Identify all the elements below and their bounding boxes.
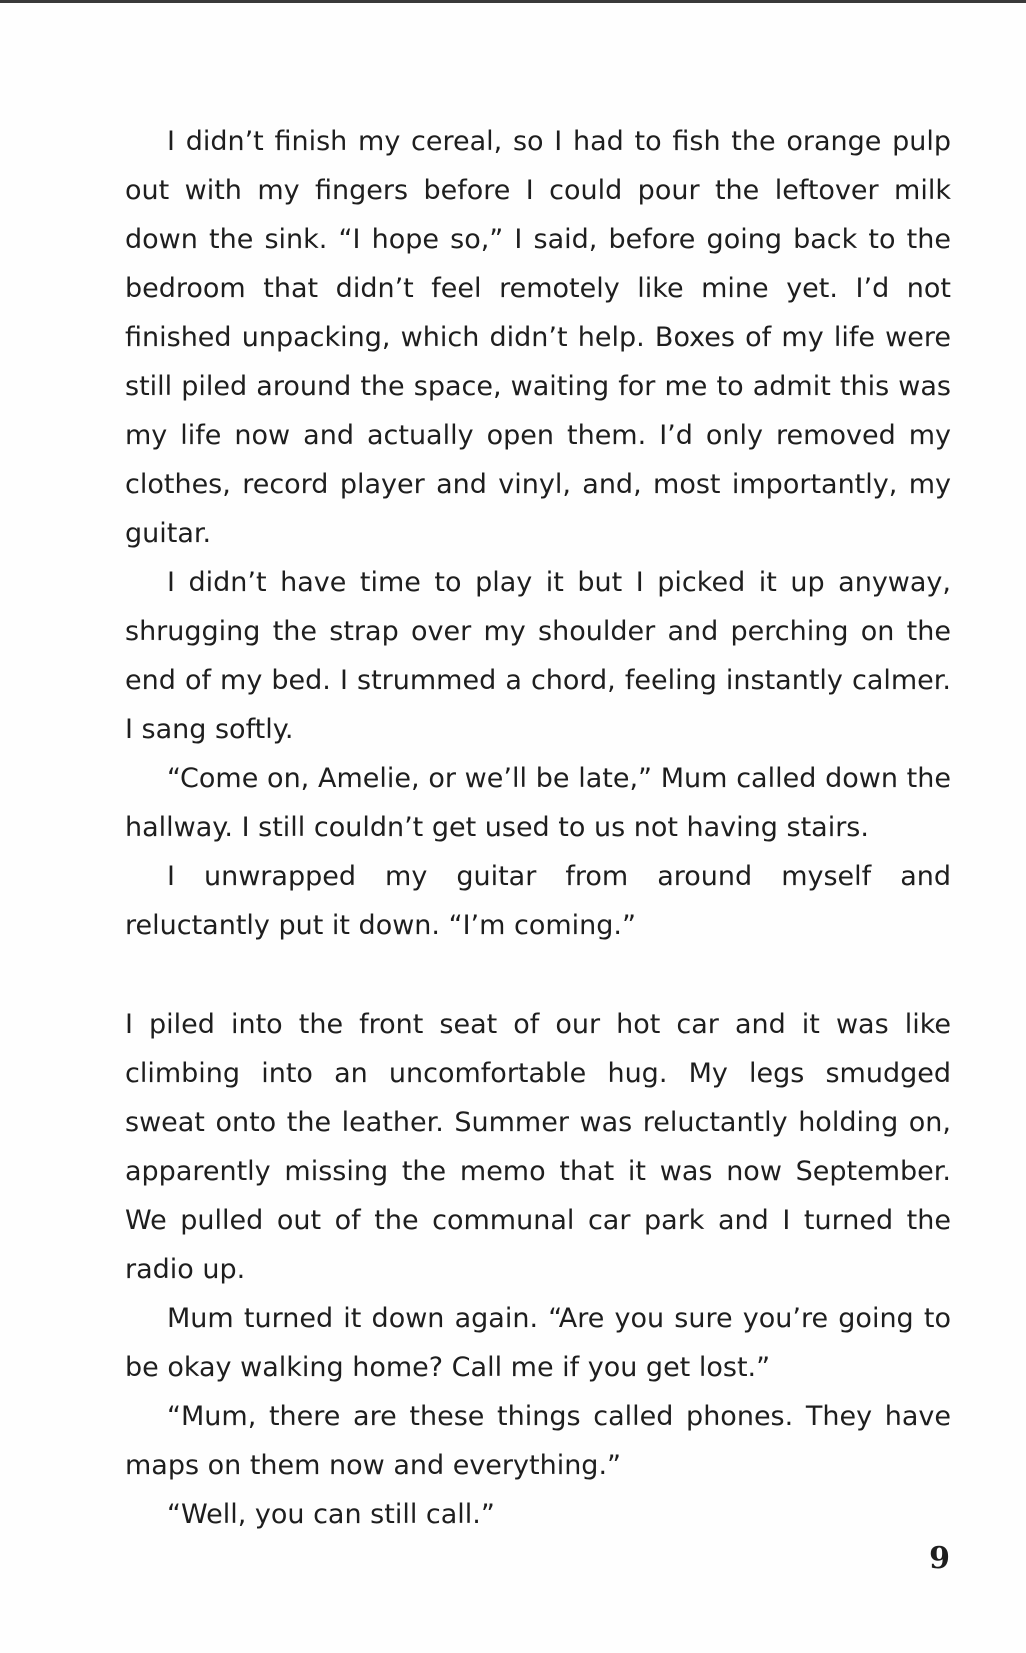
paragraph: I didn’t finish my cereal, so I had to fish the orange pulp out with my fingers before I could pour the leftover milk down the sink. “I hope so,” I said, before going back to the bedroom that didn’t feel remotely like mine yet. I’d not finished unpacking, which didn’t help. Boxes of my life were still piled around the space, waiting for me to admit this was my life now and actually open them. I’d only removed my clothes, record player and vinyl, and, most importantly, my guitar. [125,126,951,549]
page-top-edge [0,0,1026,3]
paragraph: I unwrapped my guitar from around myself and reluctantly put it down. “I’m coming.” [125,861,951,941]
section-one [125,117,951,950]
paragraph: I didn’t have time to play it but I picked it up anyway, shrugging the strap over my shoulder and perching on the end of my bed. I strummed a chord, feeling instantly calmer. I sang softly. [125,567,951,745]
page-number: 9 [929,1541,950,1576]
paragraph: Mum turned it down again. “Are you sure you’re going to be okay walking home? Call me if you get lost.” [125,1303,951,1383]
paragraph: “Come on, Amelie, or we’ll be late,” Mum called down the hallway. I still couldn’t get used to us not having stairs. [125,763,951,843]
paragraph: “Well, you can still call.” [167,1499,495,1530]
section-two [125,1000,951,1539]
paragraph: “Mum, there are these things called phones. They have maps on them now and everything.” [125,1401,951,1481]
paragraph: I piled into the front seat of our hot car and it was like climbing into an uncomfortable hug. My legs smudged sweat onto the leather. Summer was reluctantly holding on, apparently missing the memo that it was now September. We pulled out of the communal car park and I turned the radio up. [125,1009,951,1285]
